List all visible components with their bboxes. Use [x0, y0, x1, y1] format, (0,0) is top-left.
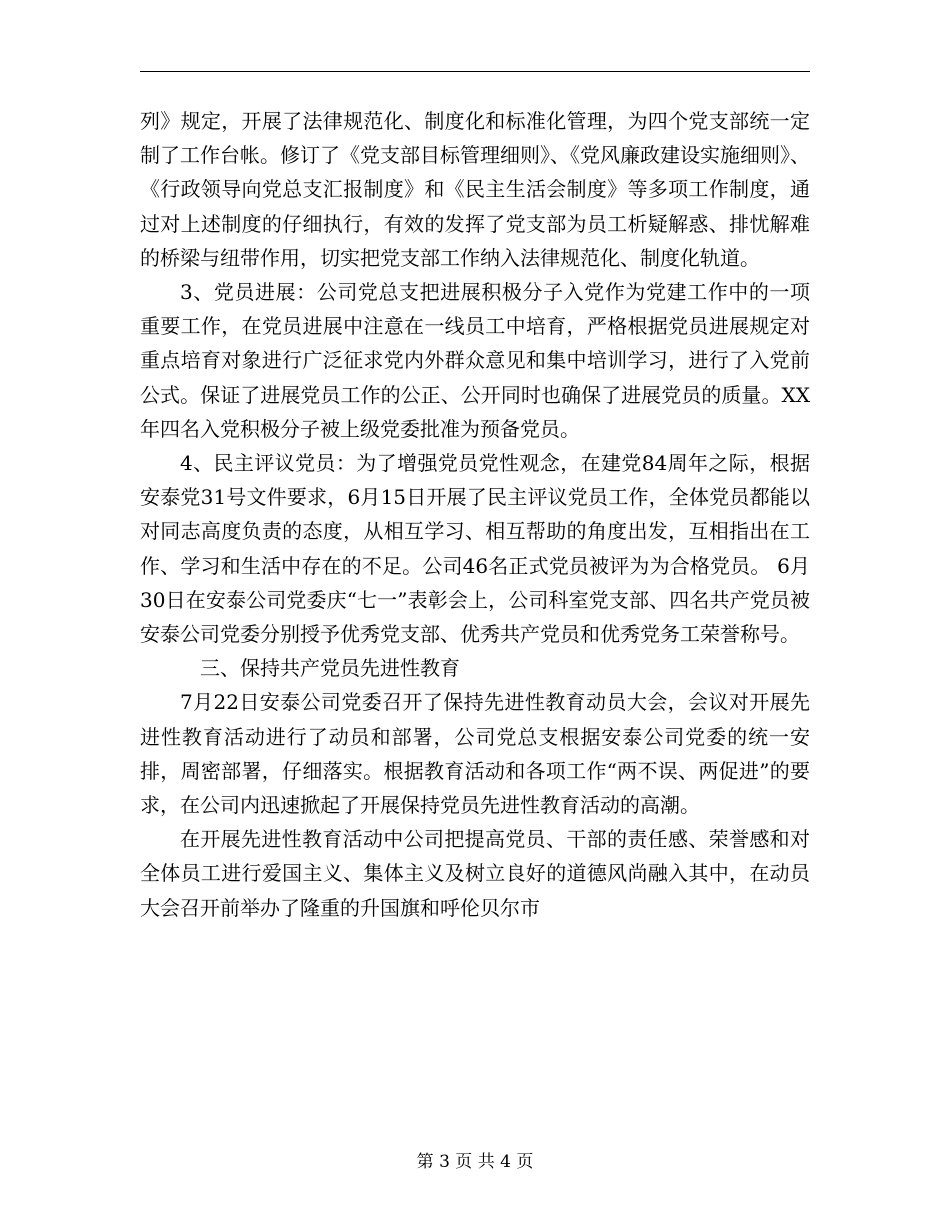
page-number-footer: 第 3 页 共 4 页 — [416, 1152, 534, 1172]
paragraph-democratic-review: 4、民主评议党员：为了增强党员党性观念，在建党84周年之际，根据安泰党31号文件要求，6月15日开展了民主评议党员工作，全体党员都能以对同志高度负责的态度，从相互学习、相互帮助的角度出发，互相指出在工作、学习和生活中存在的不足。公司46名正式党员被评为为合格党员。 6月30日在安泰公司党委庆“七一”表彰会上，公司科室党支部、四名共产党员被安泰公司党委分别授予优秀党支部、优秀共产党员和优秀党务工荣誉称号。 — [140, 451, 810, 647]
paragraph-regulations: 列》规定，开展了法律规范化、制度化和标准化管理，为四个党支部统一定制了工作台帐。修订了《党支部目标管理细则》、《党风廉政建设实施细则》、《行政领导向党总支汇报制度》和《民主生活会制度》等多项工作制度，通过对上述制度的仔细执行，有效的发挥了党支部为员工析疑解惑、排忧解难的桥梁与纽带作用，切实把党支部工作纳入法律规范化、制度化轨道。 — [140, 109, 810, 270]
paragraph-education-activities: 在开展先进性教育活动中公司把提高党员、干部的责任感、荣誉感和对全体员工进行爱国主义、集体主义及树立良好的道德风尚融入其中，在动员大会召开前举办了隆重的升国旗和呼伦贝尔市 — [140, 827, 810, 920]
paragraph-member-development: 3、党员进展：公司党总支把进展积极分子入党作为党建工作中的一项重要工作，在党员进展中注意在一线员工中培育，严格根据党员进展规定对重点培育对象进行广泛征求党内外群众意见和集中培训学习，进行了入党前公式。保证了进展党员工作的公正、公开同时也确保了进展党员的质量。XX年四名入党积极分子被上级党委批准为预备党员。 — [140, 280, 810, 441]
document-body — [140, 104, 810, 925]
header-rule — [140, 71, 810, 72]
paragraph-mobilization-meeting: 7月22日安泰公司党委召开了保持先进性教育动员大会，会议对开展先进性教育活动进行了动员和部署，公司党总支根据安泰公司党委的统一安排，周密部署，仔细落实。根据教育活动和各项工作“两不误、两促进”的要求，在公司内迅速掀起了开展保持党员先进性教育活动的高潮。 — [140, 690, 810, 818]
section-heading-advanced-education: 三、保持共产党员先进性教育 — [200, 656, 460, 681]
